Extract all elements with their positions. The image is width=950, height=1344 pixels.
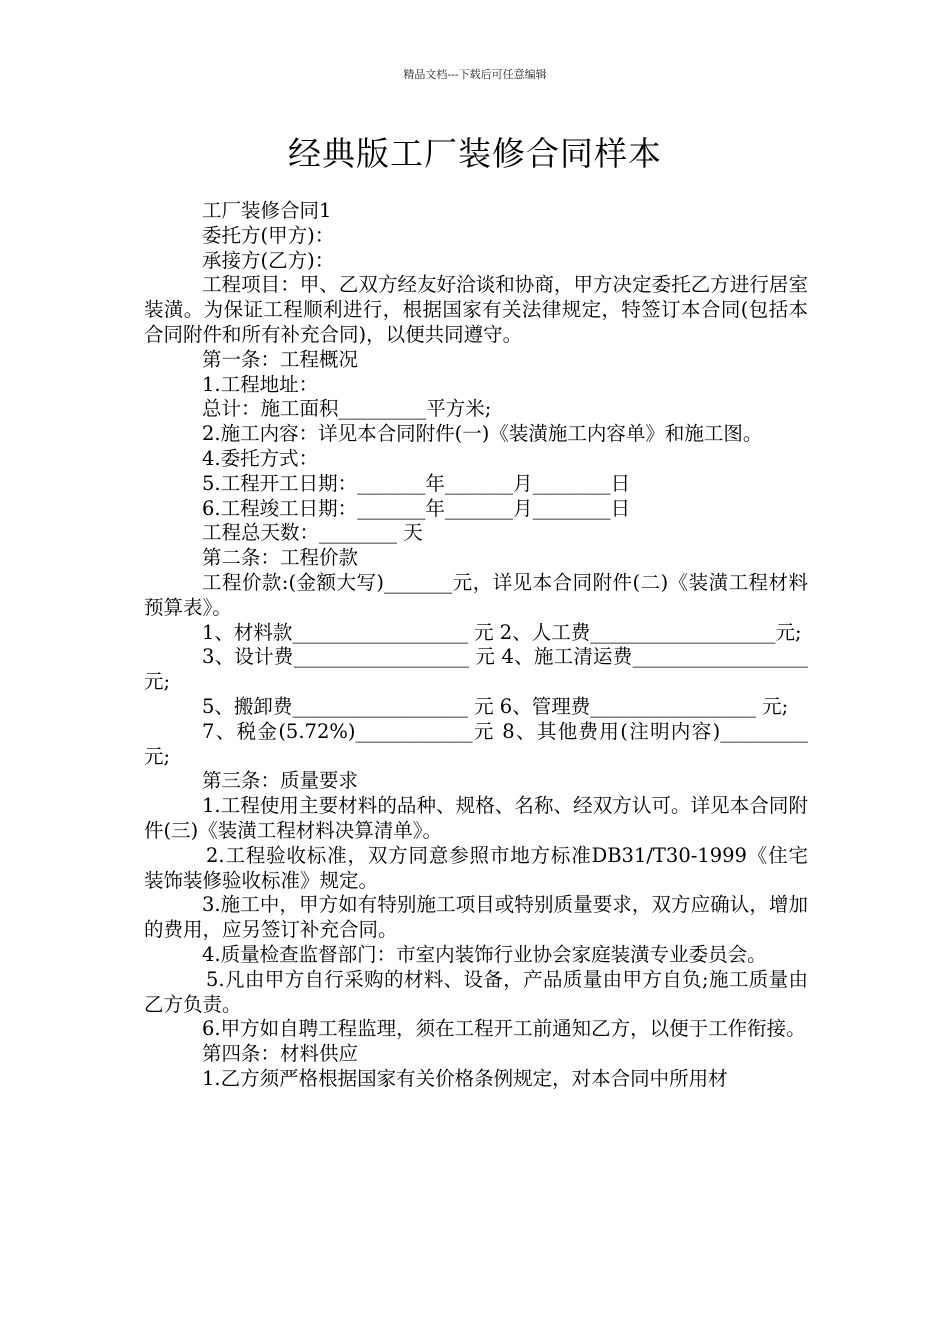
paragraph: 工程价款:(金额大写)_______元，详见本合同附件(二)《装潢工程材料预算表》。 xyxy=(144,570,808,619)
paragraph: 1.乙方须严格根据国家有关价格条例规定，对本合同中所用材 xyxy=(202,1066,728,1090)
paragraph: 4.质量检查监督部门：市室内装饰行业协会家庭装潢专业委员会。 xyxy=(202,942,767,966)
document-title: 经典版工厂装修合同样本 xyxy=(288,134,662,173)
paragraph: 总计：施工面积_________平方米; xyxy=(202,397,492,421)
paragraph: 2.施工内容：详见本合同附件(一)《装潢施工内容单》和施工图。 xyxy=(202,422,763,446)
paragraph: 7、税金(5.72%)____________元 8、其他费用(注明内容)_________元; xyxy=(144,719,808,768)
paragraph: 5.工程开工日期：_______年_______月________日 xyxy=(202,471,631,495)
paragraph: 1、材料款__________________ 元 2、人工费___________________元; xyxy=(202,620,802,644)
paragraph: 6.甲方如自聘工程监理，须在工程开工前通知乙方，以便于工作衔接。 xyxy=(202,1017,806,1041)
paragraph: 委托方(甲方)： xyxy=(202,223,335,247)
paragraph: 承接方(乙方)： xyxy=(202,248,335,272)
paragraph: 5.凡由甲方自行采购的材料、设备，产品质量由甲方自负;施工质量由乙方负责。 xyxy=(144,967,808,1016)
paragraph: 5、搬卸费__________________ 元 6、管理费_________________ 元; xyxy=(202,694,789,718)
paragraph: 1.工程使用主要材料的品种、规格、名称、经双方认可。详见本合同附件(三)《装潢工程材料决算清单》。 xyxy=(144,794,808,842)
contract-body xyxy=(144,199,808,1092)
paragraph: 6.工程竣工日期：_______年_______月________日 xyxy=(202,496,631,520)
paragraph: 4.委托方式： xyxy=(202,446,319,470)
paragraph: 3、设计费__________________ 元 4、施工清运费__________________ 元; xyxy=(144,645,808,694)
paragraph: 2.工程验收标准，双方同意参照市地方标准DB31/T30-1999《住宅装饰装修验收标准》规定。 xyxy=(144,843,808,892)
page-header-note: 精品文档---下载后可任意编辑 xyxy=(403,68,547,81)
section-heading: 第二条：工程价款 xyxy=(202,546,359,570)
paragraph: 工程总天数：________ 天 xyxy=(202,521,423,545)
paragraph: 工厂装修合同1 xyxy=(202,199,332,222)
paragraph: 工程项目：甲、乙双方经友好洽谈和协商，甲方决定委托乙方进行居室装潢。为保证工程顺利进行，根据国家有关法律规定，特签订本合同(包括本合同附件和所有补充合同)，以便共同遵守。 xyxy=(144,273,808,346)
section-heading: 第三条：质量要求 xyxy=(202,769,359,793)
section-heading: 第四条：材料供应 xyxy=(202,1042,359,1066)
paragraph: 3.施工中，甲方如有特别施工项目或特别质量要求，双方应确认，增加的费用，应另签订补充合同。 xyxy=(144,893,808,942)
section-heading: 第一条：工程概况 xyxy=(202,347,359,371)
paragraph: 1.工程地址： xyxy=(202,372,319,396)
